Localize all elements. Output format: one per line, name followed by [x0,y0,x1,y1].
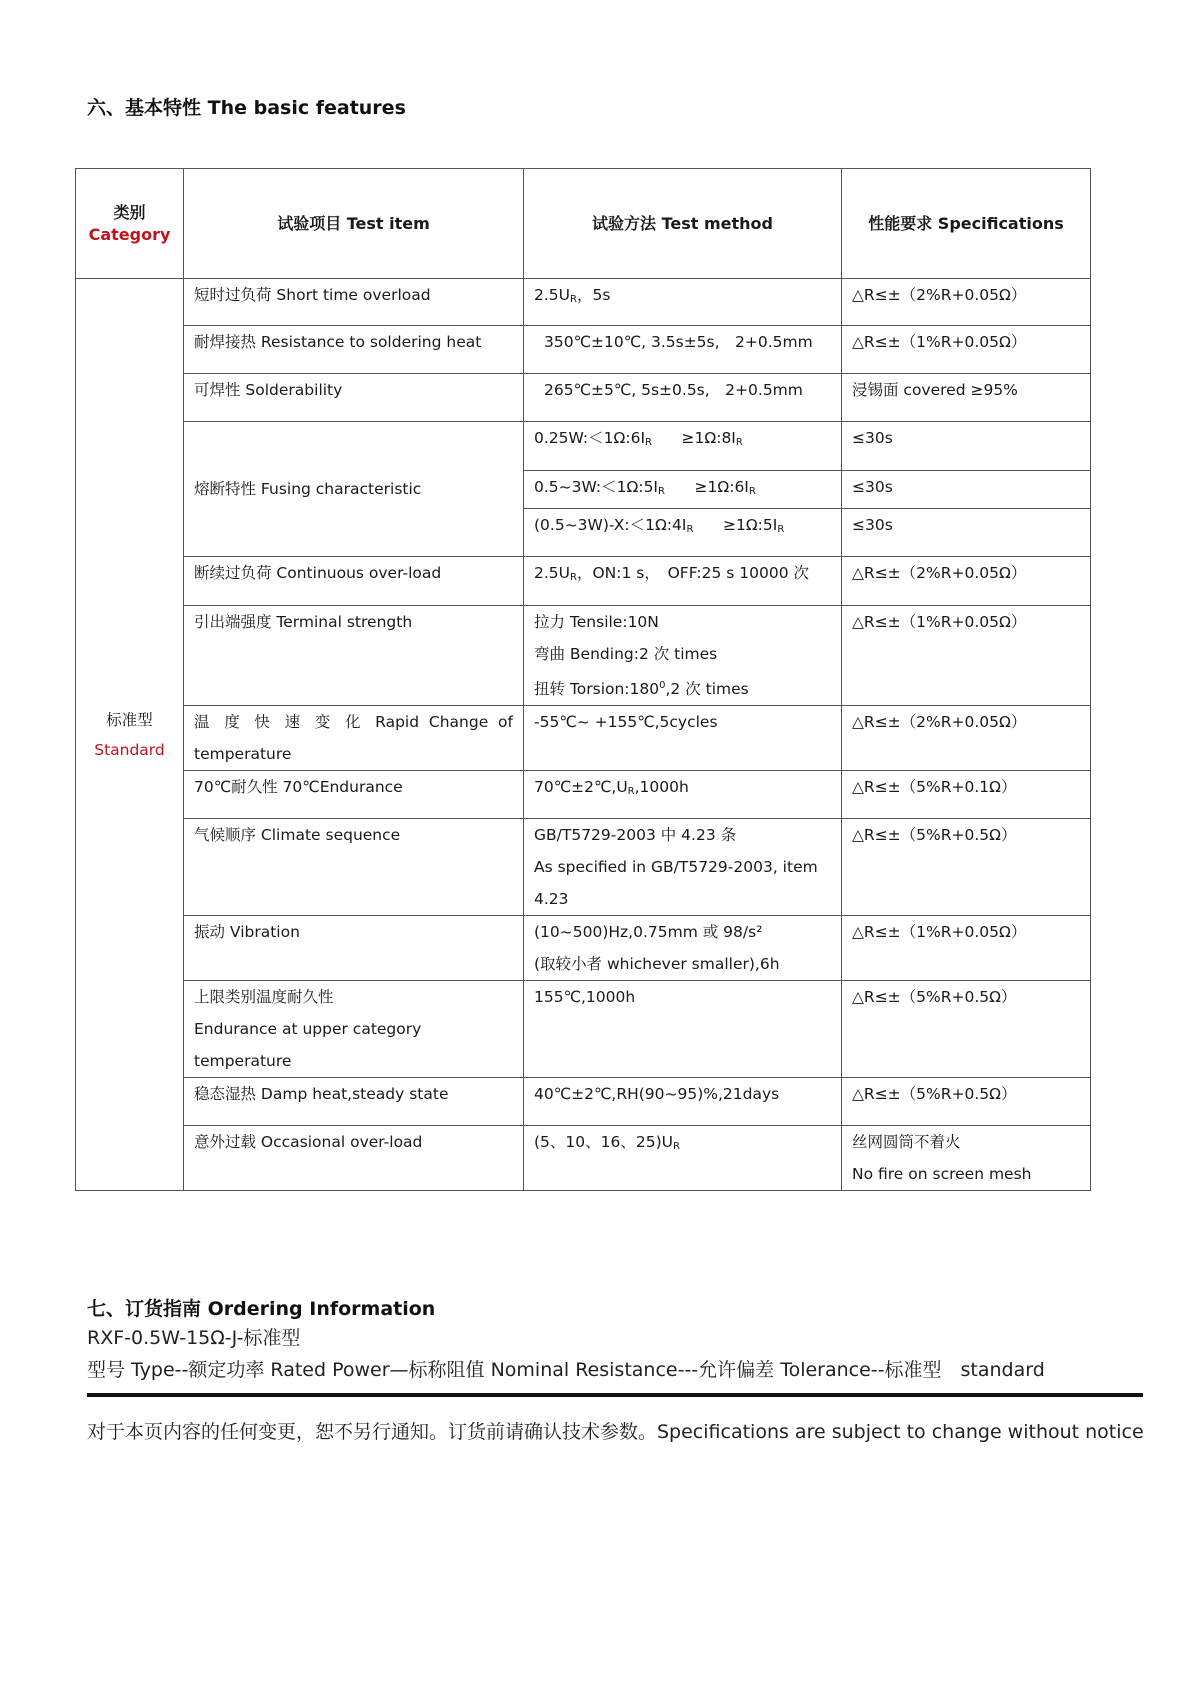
header-test-item: 试验项目 Test item [184,169,524,279]
test-item: 温 度 快 速 变 化 Rapid Change of temperature [184,706,524,771]
header-category-cn: 类别 [113,202,146,222]
change-notice: 对于本页内容的任何变更，恕不另行通知。订货前请确认技术参数。Specifications are subject to change without notice [87,1421,1144,1443]
test-item: 意外过载 Occasional over-load [184,1126,524,1191]
table-row [76,279,1091,326]
test-method: -55℃~ +155℃,5cycles [524,706,842,771]
test-item: 引出端强度 Terminal strength [184,606,524,706]
header-category [76,169,184,279]
category-en: Standard [94,740,165,759]
test-item: 耐焊接热 Resistance to soldering heat [184,326,524,374]
specification: ≤30s [842,471,1091,509]
test-item: 气候顺序 Climate sequence [184,819,524,916]
test-item: 稳态湿热 Damp heat,steady state [184,1078,524,1126]
test-item: 短时过负荷 Short time overload [184,279,524,326]
table-row [76,1126,1091,1191]
specification: ≤30s [842,509,1091,557]
test-method: 拉力 Tensile:10N 弯曲 Bending:2 次 times 扭转 $Torsion:180^0,2$ 次 times [524,606,842,706]
table-header-row [76,169,1091,279]
table-row [76,557,1091,606]
specification: 浸锡面 covered ≥95% [842,374,1091,422]
specification: △R≤±（2%R+0.05Ω） [842,279,1091,326]
test-method: 0.25W:＜1Ω:6IR ≥1Ω:8IR [524,422,842,471]
specification: △R≤±（1%R+0.05Ω） [842,916,1091,981]
header-category-en: Category [88,224,171,244]
test-method: 70℃±2℃,UR,1000h [524,771,842,819]
header-test-method: 试验方法 Test method [524,169,842,279]
test-item: 可焊性 Solderability [184,374,524,422]
test-method: 2.5UR，ON:1 s， OFF:25 s 10000 次 [524,557,842,606]
specification: △R≤±（5%R+0.5Ω） [842,819,1091,916]
test-method: 265℃±5℃, 5s±0.5s, 2+0.5mm [524,374,842,422]
section-6-title: 六、基本特性 The basic features [87,97,406,119]
test-method: 0.5~3W:＜1Ω:5IR ≥1Ω:6IR [524,471,842,509]
table-row [76,771,1091,819]
test-item: 70℃耐久性 70℃Endurance [184,771,524,819]
test-item: 上限类别温度耐久性 Endurance at upper category temperature [184,981,524,1078]
table-row [76,916,1091,981]
test-method: 350℃±10℃, 3.5s±5s, 2+0.5mm [524,326,842,374]
test-method: GB/T5729-2003 中 4.23 条 As specified in GB/T5729-2003, item 4.23 [524,819,842,916]
table-row [76,706,1091,771]
test-method: 155℃,1000h [524,981,842,1078]
category-cn: 标准型 [106,710,153,729]
specification: △R≤±（2%R+0.05Ω） [842,706,1091,771]
test-method: (0.5~3W)-X:＜1Ω:4IR ≥1Ω:5IR [524,509,842,557]
specification: △R≤±（5%R+0.5Ω） [842,1078,1091,1126]
order-model-description: 型号 Type--额定功率 Rated Power—标称阻值 Nominal Resistance---允许偏差 Tolerance--标准型 standard [87,1359,1045,1381]
specification: △R≤±（2%R+0.05Ω） [842,557,1091,606]
table-row [76,981,1091,1078]
test-item: 熔断特性 Fusing characteristic [184,422,524,557]
table-row [76,326,1091,374]
specification: ≤30s [842,422,1091,471]
table-row [76,1078,1091,1126]
test-method: (10~500)Hz,0.75mm 或 98/s² (取较小者 whichever smaller),6h [524,916,842,981]
header-specifications: 性能要求 Specifications [842,169,1091,279]
specification: △R≤±（1%R+0.05Ω） [842,606,1091,706]
category-cell [76,279,184,1191]
test-method: (5、10、16、25)UR [524,1126,842,1191]
test-method: 2.5UR，5s [524,279,842,326]
order-model-example: RXF-0.5W-15Ω-J-标准型 [87,1327,301,1349]
table-row [76,819,1091,916]
specification: △R≤±（5%R+0.5Ω） [842,981,1091,1078]
test-item: 断续过负荷 Continuous over-load [184,557,524,606]
specification: △R≤±（1%R+0.05Ω） [842,326,1091,374]
table-row [76,606,1091,706]
table-row [76,374,1091,422]
divider-rule [87,1393,1143,1397]
section-7-title: 七、订货指南 Ordering Information [87,1298,436,1320]
basic-features-table [75,168,1091,1191]
table-row [76,422,1091,471]
specification: 丝网圆筒不着火 No fire on screen mesh [842,1126,1091,1191]
test-item: 振动 Vibration [184,916,524,981]
specification: △R≤±（5%R+0.1Ω） [842,771,1091,819]
test-method: 40℃±2℃,RH(90~95)%,21days [524,1078,842,1126]
